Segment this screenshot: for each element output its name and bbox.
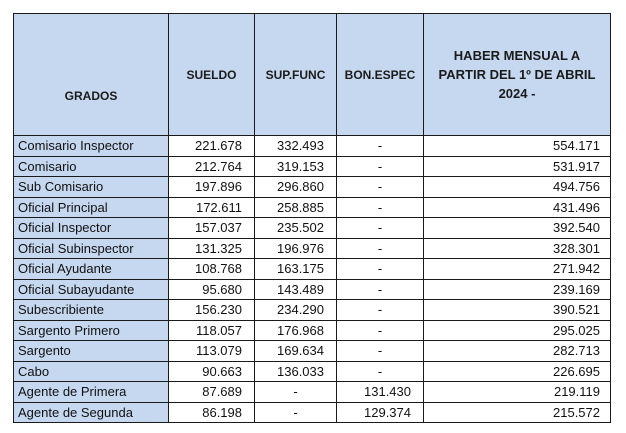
cell-grado: Agente de Primera — [14, 382, 169, 403]
cell-grado: Oficial Principal — [14, 197, 169, 218]
cell-sueldo: 221.678 — [169, 136, 255, 157]
cell-sueldo: 157.037 — [169, 218, 255, 239]
cell-bon-espec: - — [337, 238, 424, 259]
cell-bon-espec: - — [337, 177, 424, 198]
header-haber-line2: PARTIR DEL 1º DE ABRIL — [438, 67, 596, 82]
cell-sueldo: 197.896 — [169, 177, 255, 198]
table-row — [14, 156, 611, 177]
cell-grado: Sub Comisario — [14, 177, 169, 198]
cell-bon-espec: - — [337, 218, 424, 239]
cell-haber: 282.713 — [424, 341, 611, 362]
salary-table-container — [13, 13, 610, 425]
header-haber-line1: HABER MENSUAL A — [453, 48, 581, 63]
cell-grado: Oficial Ayudante — [14, 259, 169, 280]
cell-grado: Agente de Segunda — [14, 402, 169, 423]
cell-haber: 219.119 — [424, 382, 611, 403]
table-row — [14, 238, 611, 259]
cell-sueldo: 113.079 — [169, 341, 255, 362]
cell-sueldo: 86.198 — [169, 402, 255, 423]
header-bon-espec: BON.ESPEC — [337, 14, 424, 136]
cell-bon-espec: - — [337, 156, 424, 177]
cell-bon-espec: - — [337, 136, 424, 157]
cell-sup-func: 258.885 — [255, 197, 337, 218]
cell-grado: Comisario Inspector — [14, 136, 169, 157]
cell-sup-func: 235.502 — [255, 218, 337, 239]
table-row — [14, 320, 611, 341]
cell-grado: Sargento Primero — [14, 320, 169, 341]
table-body — [14, 136, 611, 423]
cell-sup-func: - — [255, 402, 337, 423]
cell-haber: 531.917 — [424, 156, 611, 177]
cell-haber: 328.301 — [424, 238, 611, 259]
cell-haber: 431.496 — [424, 197, 611, 218]
cell-haber: 554.171 — [424, 136, 611, 157]
cell-sup-func: 136.033 — [255, 361, 337, 382]
cell-haber: 226.695 — [424, 361, 611, 382]
cell-bon-espec: - — [337, 341, 424, 362]
cell-sueldo: 118.057 — [169, 320, 255, 341]
cell-grado: Subescribiente — [14, 300, 169, 321]
cell-grado: Oficial Inspector — [14, 218, 169, 239]
cell-sup-func: 319.153 — [255, 156, 337, 177]
cell-sup-func: 143.489 — [255, 279, 337, 300]
cell-sueldo: 156.230 — [169, 300, 255, 321]
cell-bon-espec: - — [337, 361, 424, 382]
table-row — [14, 177, 611, 198]
cell-bon-espec: - — [337, 300, 424, 321]
cell-grado: Sargento — [14, 341, 169, 362]
cell-grado: Cabo — [14, 361, 169, 382]
table-row — [14, 218, 611, 239]
cell-sup-func: 196.976 — [255, 238, 337, 259]
cell-grado: Oficial Subinspector — [14, 238, 169, 259]
cell-sup-func: - — [255, 382, 337, 403]
cell-sueldo: 131.325 — [169, 238, 255, 259]
table-row — [14, 361, 611, 382]
cell-haber: 494.756 — [424, 177, 611, 198]
cell-sueldo: 108.768 — [169, 259, 255, 280]
cell-sup-func: 332.493 — [255, 136, 337, 157]
cell-grado: Oficial Subayudante — [14, 279, 169, 300]
cell-sup-func: 176.968 — [255, 320, 337, 341]
cell-bon-espec: 131.430 — [337, 382, 424, 403]
cell-sueldo: 87.689 — [169, 382, 255, 403]
cell-haber: 295.025 — [424, 320, 611, 341]
header-grados: GRADOS — [14, 14, 169, 136]
header-sup-func: SUP.FUNC — [255, 14, 337, 136]
cell-haber: 215.572 — [424, 402, 611, 423]
cell-sup-func: 169.634 — [255, 341, 337, 362]
cell-sup-func: 296.860 — [255, 177, 337, 198]
table-row — [14, 197, 611, 218]
header-row — [14, 14, 611, 136]
table-row — [14, 382, 611, 403]
cell-sup-func: 234.290 — [255, 300, 337, 321]
table-row — [14, 341, 611, 362]
cell-bon-espec: - — [337, 197, 424, 218]
cell-bon-espec: - — [337, 279, 424, 300]
cell-haber: 271.942 — [424, 259, 611, 280]
table-row — [14, 402, 611, 423]
table-row — [14, 259, 611, 280]
cell-haber: 390.521 — [424, 300, 611, 321]
table-row — [14, 300, 611, 321]
cell-grado: Comisario — [14, 156, 169, 177]
header-sueldo: SUELDO — [169, 14, 255, 136]
cell-bon-espec: 129.374 — [337, 402, 424, 423]
cell-sueldo: 212.764 — [169, 156, 255, 177]
cell-sueldo: 95.680 — [169, 279, 255, 300]
table-row — [14, 279, 611, 300]
cell-haber: 239.169 — [424, 279, 611, 300]
cell-sup-func: 163.175 — [255, 259, 337, 280]
header-haber-line3: 2024 - — [498, 86, 536, 101]
table-row — [14, 136, 611, 157]
header-haber-mensual — [424, 14, 611, 136]
salary-table — [13, 13, 611, 423]
cell-bon-espec: - — [337, 320, 424, 341]
cell-bon-espec: - — [337, 259, 424, 280]
cell-sueldo: 90.663 — [169, 361, 255, 382]
cell-sueldo: 172.611 — [169, 197, 255, 218]
cell-haber: 392.540 — [424, 218, 611, 239]
